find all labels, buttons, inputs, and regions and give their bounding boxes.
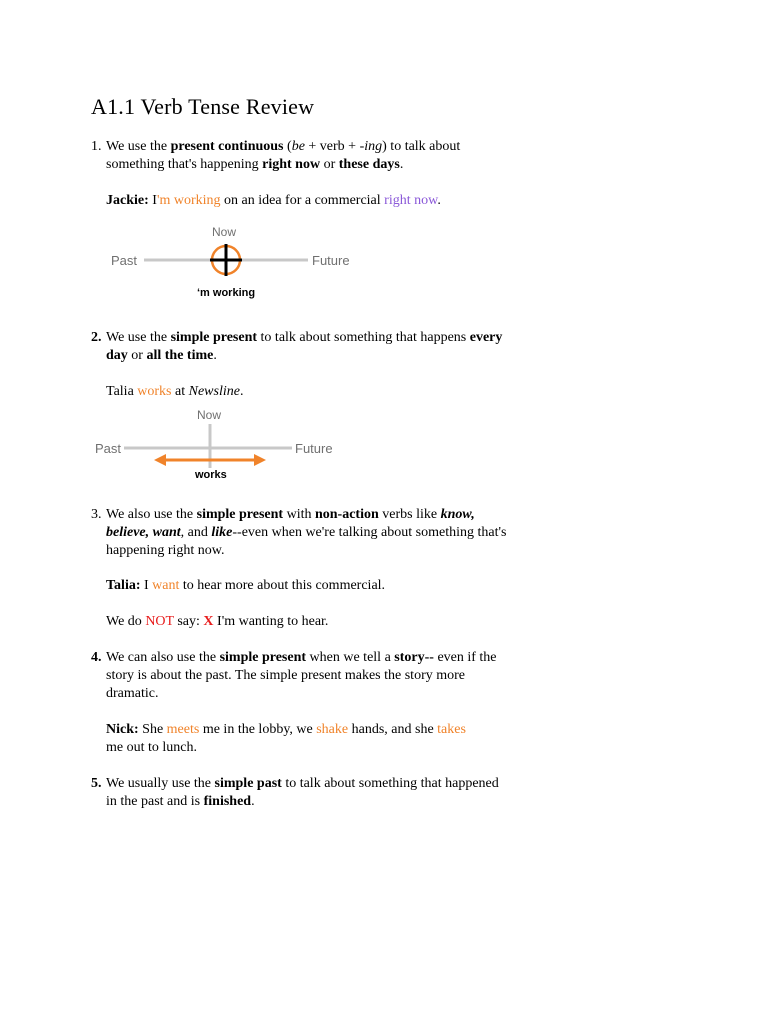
future-label: Future (295, 441, 333, 456)
timeline-diagram-present-continuous (100, 220, 380, 304)
past-label: Past (111, 253, 138, 268)
rule-5 (91, 775, 511, 811)
item-number: 3. (91, 507, 102, 522)
rule-3 (91, 506, 511, 560)
negative-example: We do NOT say: X I'm wanting to hear. (106, 614, 329, 629)
item-number: 1. (91, 139, 102, 154)
page-title: A1.1 Verb Tense Review (91, 94, 315, 119)
rule-text: We can also use the simple present when we tell a story-- even if the story is about the past. The simple present makes the story more dramatic. (106, 650, 497, 701)
rule-1 (91, 138, 511, 174)
item-number: 5. (91, 776, 102, 791)
example-sentence: Nick: She meets me in the lobby, we shake hands, and she takes me out to lunch. (106, 722, 466, 755)
example-sentence: Talia: I want to hear more about this commercial. (106, 578, 386, 593)
rule-4 (91, 649, 511, 703)
example-sentence: Talia works at Newsline. (106, 384, 244, 399)
rule-text: We usually use the simple past to talk about something that happened in the past and is finished. (106, 776, 499, 809)
past-label: Past (95, 441, 122, 456)
timeline-diagram-simple-present (88, 404, 358, 486)
rule-2 (91, 329, 511, 365)
item-number: 4. (91, 650, 102, 665)
future-label: Future (312, 253, 350, 268)
item-number: 2. (91, 330, 102, 345)
rule-text: We also use the simple present with non-action verbs like know, believe, want, and like--even when we're talking about something that's happening right now. (106, 507, 507, 558)
rule-text: We use the simple present to talk about something that happens every day or all the time. (106, 330, 503, 363)
now-label: Now (212, 225, 237, 239)
x-mark-icon: X (203, 614, 214, 629)
not-label: NOT (145, 614, 174, 629)
rule-text: We use the present continuous (be + verb + -ing) to talk about something that's happening right now or these days. (106, 139, 461, 172)
now-label: Now (197, 408, 222, 422)
verb-label: works (195, 469, 227, 481)
example-sentence: Jackie: I'm working on an idea for a commercial right now. (106, 193, 441, 208)
verb-label: ‘m working (197, 287, 256, 299)
